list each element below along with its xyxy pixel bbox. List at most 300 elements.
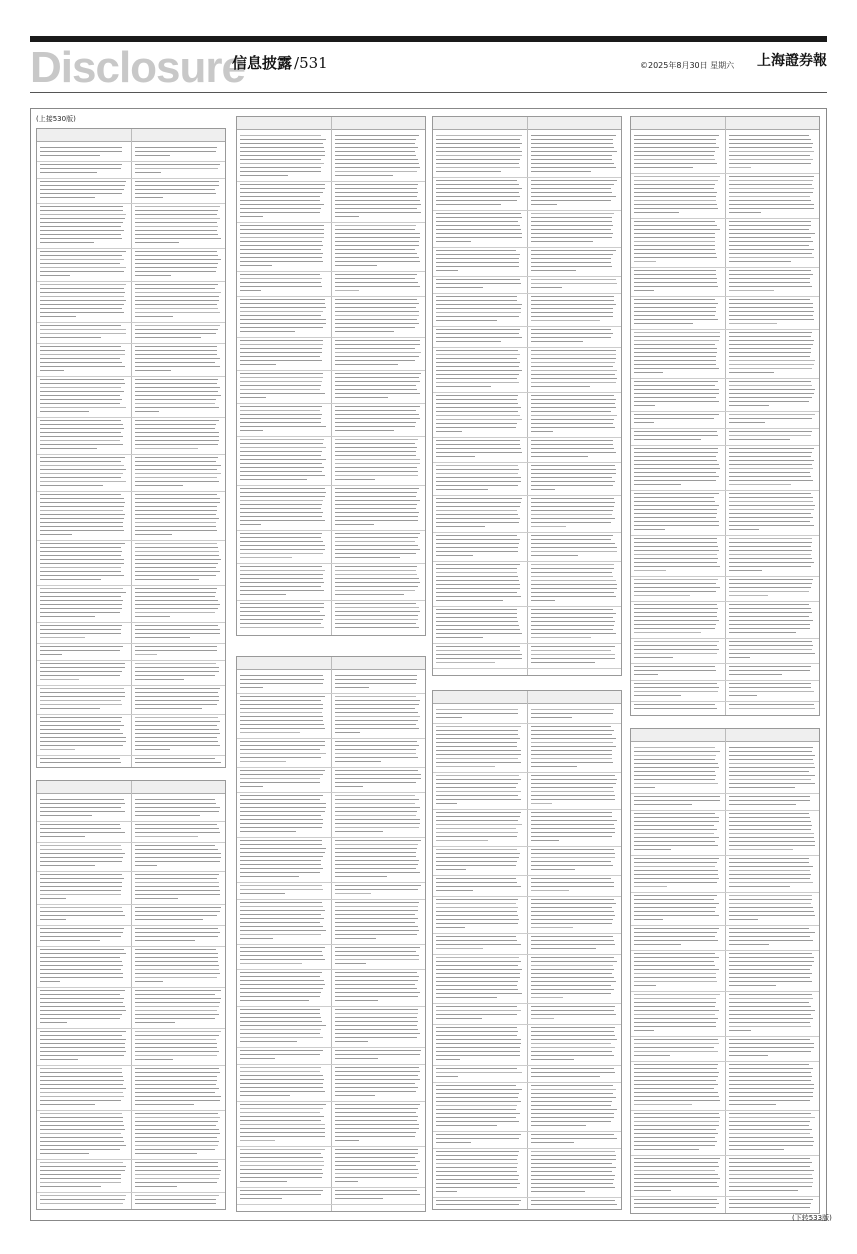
text-line — [40, 197, 95, 198]
text-line — [335, 147, 418, 148]
text-line — [729, 1014, 811, 1015]
text-line — [240, 508, 321, 509]
text-line — [729, 961, 814, 962]
text-line — [531, 576, 613, 577]
text-line — [335, 1132, 416, 1133]
text-line — [729, 372, 774, 373]
text-line — [729, 817, 810, 818]
text-line — [436, 816, 520, 817]
table-row-divider — [433, 896, 621, 897]
table-row-divider — [37, 203, 225, 204]
text-line — [531, 1006, 615, 1007]
text-line — [40, 721, 121, 722]
text-line — [729, 1076, 812, 1077]
text-line — [729, 1064, 809, 1065]
text-line — [634, 595, 690, 596]
text-line — [436, 812, 521, 813]
text-line — [135, 940, 195, 941]
text-line — [729, 538, 812, 539]
text-line — [531, 791, 614, 792]
text-line — [531, 304, 616, 305]
text-line — [634, 221, 715, 222]
text-line — [135, 362, 215, 363]
text-line — [729, 583, 812, 584]
text-line — [531, 469, 616, 470]
text-line — [40, 473, 123, 474]
table-row-divider — [631, 1155, 819, 1156]
text-line — [729, 882, 813, 883]
text-line — [335, 422, 416, 423]
text-line — [240, 537, 321, 538]
text-line — [531, 196, 616, 197]
text-line — [40, 189, 124, 190]
text-line — [531, 279, 616, 280]
text-line — [531, 787, 613, 788]
text-line — [729, 895, 812, 896]
text-line — [335, 574, 417, 575]
text-line — [634, 612, 717, 613]
text-line — [240, 590, 324, 591]
text-line — [436, 1031, 518, 1032]
text-line — [40, 1186, 101, 1187]
text-line — [335, 467, 417, 468]
text-line — [729, 591, 809, 592]
text-line — [335, 893, 371, 894]
text-line — [40, 654, 62, 655]
text-line — [240, 778, 320, 779]
text-line — [240, 147, 324, 148]
text-line — [40, 990, 125, 991]
text-line — [436, 354, 520, 355]
text-line — [531, 985, 611, 986]
text-line — [335, 463, 420, 464]
text-line — [335, 831, 383, 832]
text-line — [531, 836, 612, 837]
text-line — [240, 340, 323, 341]
text-line — [335, 443, 415, 444]
text-line — [634, 620, 719, 621]
table-row-divider — [631, 1196, 819, 1197]
text-line — [135, 300, 219, 301]
text-line — [634, 994, 720, 995]
text-line — [634, 1166, 719, 1167]
text-line — [634, 225, 717, 226]
text-line — [240, 163, 324, 164]
text-line — [634, 1047, 714, 1048]
text-line — [531, 993, 611, 994]
text-line — [240, 151, 325, 152]
text-line — [135, 1199, 216, 1200]
text-line — [135, 234, 218, 235]
text-line — [335, 1177, 417, 1178]
text-line — [335, 508, 416, 509]
text-line — [729, 708, 815, 709]
table-row-divider — [433, 437, 621, 438]
text-line — [40, 1170, 125, 1171]
text-line — [531, 1101, 612, 1102]
text-line — [40, 1153, 89, 1154]
text-line — [634, 554, 717, 555]
text-line — [531, 296, 614, 297]
text-line — [436, 882, 517, 883]
text-line — [634, 139, 716, 140]
text-line — [436, 564, 520, 565]
text-line — [335, 471, 418, 472]
text-line — [634, 616, 717, 617]
text-line — [729, 464, 812, 465]
text-line — [436, 1138, 519, 1139]
text-line — [135, 543, 217, 544]
text-line — [40, 391, 124, 392]
text-line — [729, 1121, 810, 1122]
text-line — [40, 969, 121, 970]
text-line — [436, 633, 522, 634]
text-line — [729, 401, 809, 402]
text-line — [335, 344, 420, 345]
text-line — [531, 600, 555, 601]
table-row-divider — [631, 411, 819, 412]
text-line — [335, 410, 416, 411]
text-line — [335, 135, 419, 136]
text-line — [240, 955, 323, 956]
text-line — [135, 588, 217, 589]
issue-date: ©2025年8月30日 星期六 — [640, 61, 735, 70]
text-line — [40, 758, 120, 759]
text-line — [40, 1035, 122, 1036]
table-row-divider — [237, 944, 425, 945]
text-line — [729, 973, 812, 974]
text-line — [634, 245, 715, 246]
text-line — [135, 510, 217, 511]
text-line — [436, 779, 521, 780]
text-line — [436, 415, 520, 416]
text-line — [135, 1129, 219, 1130]
text-line — [436, 1059, 460, 1060]
text-line — [531, 572, 612, 573]
text-line — [634, 397, 716, 398]
text-line — [531, 358, 616, 359]
text-line — [335, 627, 419, 628]
text-line — [531, 1138, 617, 1139]
text-line — [335, 976, 419, 977]
text-line — [436, 229, 521, 230]
text-line — [436, 886, 521, 887]
text-line — [40, 807, 121, 808]
text-line — [135, 403, 215, 404]
text-line — [40, 667, 125, 668]
text-line — [335, 1120, 417, 1121]
text-line — [436, 961, 521, 962]
text-line — [729, 612, 812, 613]
text-line — [40, 448, 97, 449]
text-line — [634, 604, 717, 605]
text-line — [240, 216, 263, 217]
text-line — [40, 932, 123, 933]
text-line — [531, 609, 613, 610]
text-line — [729, 804, 796, 805]
text-line — [436, 411, 518, 412]
table-row-divider — [237, 403, 425, 404]
text-line — [634, 360, 716, 361]
text-line — [335, 340, 420, 341]
text-line — [531, 456, 588, 457]
text-line — [531, 637, 591, 638]
text-line — [634, 683, 717, 684]
text-line — [531, 997, 563, 998]
text-line — [729, 755, 815, 756]
text-line — [135, 1018, 215, 1019]
text-line — [634, 817, 719, 818]
text-line — [634, 405, 655, 406]
table-row-divider — [433, 1148, 621, 1149]
text-line — [135, 575, 216, 576]
text-line — [531, 1109, 617, 1110]
text-line — [634, 965, 715, 966]
text-line — [436, 936, 516, 937]
text-line — [40, 498, 124, 499]
text-line — [135, 957, 218, 958]
text-line — [135, 1117, 220, 1118]
text-line — [335, 619, 418, 620]
text-line — [634, 184, 715, 185]
text-line — [335, 200, 420, 201]
text-line — [240, 159, 321, 160]
text-line — [40, 1072, 122, 1073]
text-line — [335, 972, 417, 973]
text-line — [531, 1105, 611, 1106]
text-line — [240, 819, 323, 820]
comparison-table — [236, 656, 426, 1212]
text-line — [729, 783, 815, 784]
text-line — [436, 526, 485, 527]
text-line — [634, 303, 718, 304]
text-line — [40, 953, 126, 954]
text-line — [335, 1169, 418, 1170]
text-line — [135, 379, 218, 380]
text-line — [135, 704, 217, 705]
text-line — [634, 932, 717, 933]
text-line — [135, 1195, 219, 1196]
text-line — [335, 872, 420, 873]
text-line — [436, 465, 518, 466]
text-line — [335, 852, 416, 853]
text-line — [531, 1018, 554, 1019]
text-line — [240, 192, 323, 193]
text-line — [40, 737, 126, 738]
text-line — [634, 771, 715, 772]
text-line — [40, 919, 66, 920]
text-line — [135, 259, 221, 260]
text-line — [240, 770, 325, 771]
text-line — [634, 414, 719, 415]
text-line — [436, 878, 516, 879]
text-line — [40, 1125, 124, 1126]
text-line — [335, 290, 359, 291]
text-line — [335, 171, 417, 172]
text-line — [436, 374, 519, 375]
text-line — [634, 356, 716, 357]
table-row-divider — [37, 714, 225, 715]
text-line — [40, 965, 123, 966]
text-line — [634, 1199, 717, 1200]
text-line — [634, 1055, 670, 1056]
text-line — [40, 616, 95, 617]
text-line — [436, 1155, 518, 1156]
text-line — [335, 1128, 419, 1129]
text-line — [531, 989, 614, 990]
text-line — [634, 1100, 720, 1101]
text-line — [729, 1051, 811, 1052]
text-line — [436, 1159, 517, 1160]
text-line — [634, 751, 720, 752]
text-line — [40, 865, 95, 866]
text-line — [531, 411, 611, 412]
text-line — [40, 745, 123, 746]
text-line — [135, 255, 218, 256]
text-line — [531, 903, 616, 904]
text-line — [240, 1190, 323, 1191]
text-line — [240, 984, 325, 985]
text-line — [240, 1075, 323, 1076]
text-line — [240, 488, 325, 489]
text-line — [531, 448, 614, 449]
text-line — [634, 497, 714, 498]
text-line — [135, 832, 220, 833]
text-line — [634, 1092, 718, 1093]
text-line — [531, 803, 552, 804]
text-line — [634, 1158, 720, 1159]
text-line — [335, 364, 398, 365]
table-row-divider — [237, 271, 425, 272]
text-line — [531, 907, 612, 908]
text-line — [40, 1145, 126, 1146]
text-line — [531, 1031, 614, 1032]
text-line — [135, 1137, 217, 1138]
text-line — [531, 1117, 614, 1118]
text-line — [634, 1149, 699, 1150]
comparison-table — [630, 728, 820, 1214]
text-line — [531, 547, 617, 548]
text-line — [531, 159, 612, 160]
text-line — [634, 783, 718, 784]
text-line — [531, 489, 555, 490]
text-line — [40, 358, 120, 359]
table-row-divider — [433, 1003, 621, 1004]
text-line — [135, 387, 220, 388]
text-line — [240, 299, 325, 300]
text-line — [40, 646, 123, 647]
text-line — [436, 221, 518, 222]
text-line — [634, 837, 719, 838]
text-line — [531, 746, 616, 747]
masthead: 上海證券報 — [757, 53, 827, 69]
text-line — [436, 1175, 519, 1176]
continued-from-note: (上接530版) — [36, 115, 76, 123]
table-row-divider — [433, 495, 621, 496]
text-line — [531, 969, 614, 970]
text-line — [240, 938, 273, 939]
text-line — [335, 319, 417, 320]
text-line — [729, 348, 811, 349]
text-line — [335, 360, 415, 361]
text-line — [335, 237, 420, 238]
text-line — [40, 1014, 122, 1015]
text-line — [634, 1072, 719, 1073]
text-line — [40, 604, 122, 605]
text-line — [531, 886, 614, 887]
text-line — [335, 578, 419, 579]
text-line — [436, 742, 517, 743]
text-line — [40, 907, 122, 908]
text-line — [634, 928, 719, 929]
text-line — [135, 969, 219, 970]
text-line — [40, 1113, 122, 1114]
text-line — [135, 325, 220, 326]
text-line — [40, 857, 123, 858]
text-line — [240, 696, 325, 697]
text-line — [634, 180, 718, 181]
text-line — [531, 957, 614, 958]
text-line — [436, 254, 520, 255]
text-line — [240, 749, 320, 750]
text-line — [135, 1166, 218, 1167]
text-line — [135, 267, 217, 268]
text-line — [436, 399, 517, 400]
text-line — [135, 1170, 221, 1171]
text-line — [240, 545, 325, 546]
text-line — [436, 730, 518, 731]
text-line — [240, 143, 323, 144]
text-line — [729, 460, 814, 461]
text-line — [531, 596, 616, 597]
text-line — [634, 418, 714, 419]
text-line — [729, 1039, 810, 1040]
text-line — [436, 167, 520, 168]
text-line — [335, 1173, 419, 1174]
text-line — [40, 534, 72, 535]
text-line — [436, 539, 520, 540]
text-line — [240, 282, 321, 283]
text-line — [729, 356, 810, 357]
text-line — [531, 427, 615, 428]
text-line — [135, 961, 218, 962]
text-line — [40, 395, 120, 396]
text-line — [135, 811, 219, 812]
text-line — [531, 258, 611, 259]
text-line — [729, 969, 810, 970]
text-line — [335, 876, 387, 877]
text-line — [40, 688, 124, 689]
text-line — [729, 833, 814, 834]
text-line — [40, 251, 126, 252]
text-line — [335, 504, 417, 505]
text-line — [634, 566, 720, 567]
text-line — [436, 1105, 517, 1106]
text-line — [135, 882, 219, 883]
text-line — [634, 509, 717, 510]
text-line — [634, 944, 681, 945]
text-line — [531, 535, 613, 536]
text-line — [531, 936, 613, 937]
text-line — [240, 885, 322, 886]
text-line — [40, 849, 122, 850]
text-line — [135, 354, 217, 355]
text-line — [634, 821, 719, 822]
text-line — [240, 823, 323, 824]
text-line — [335, 811, 417, 812]
text-line — [240, 566, 322, 567]
text-line — [634, 422, 654, 423]
